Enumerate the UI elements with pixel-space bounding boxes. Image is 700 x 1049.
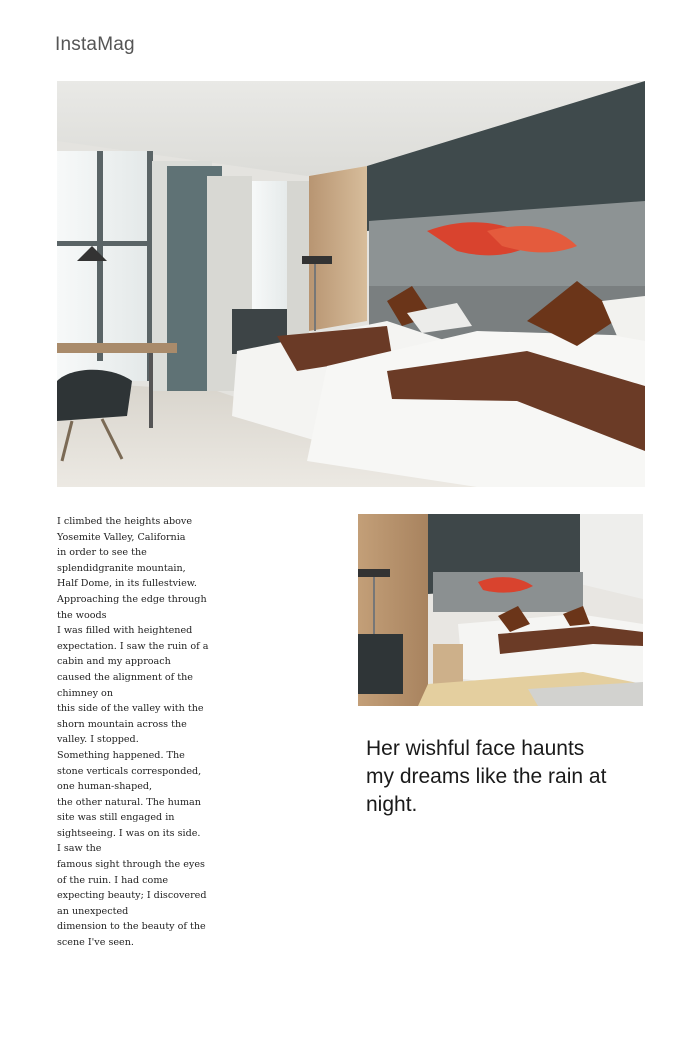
body-line: valley. I stopped. xyxy=(57,734,139,746)
body-line: one human-shaped, xyxy=(57,781,153,793)
body-line: famous sight through the eyes xyxy=(57,859,205,871)
quote-line: Her wishful face haunts xyxy=(366,737,585,760)
article-body xyxy=(57,514,237,951)
body-line: Something happened. The xyxy=(57,749,185,761)
body-line: I was filled with heightened xyxy=(57,625,193,637)
quote-line: night. xyxy=(366,793,418,816)
body-line: expecting beauty; I discovered xyxy=(57,890,207,902)
body-line: the other natural. The human xyxy=(57,796,201,808)
pull-quote xyxy=(366,735,656,819)
body-line: shorn mountain across the xyxy=(57,718,187,730)
body-line: Approaching the edge through xyxy=(57,593,207,605)
quote-line: my dreams like the rain at xyxy=(366,765,607,788)
body-line: I climbed the heights above xyxy=(57,516,193,527)
body-line: sightseeing. I was on its side. xyxy=(57,827,201,839)
body-line: chimney on xyxy=(57,687,113,699)
body-line: site was still engaged in xyxy=(57,812,175,824)
body-line: Half Dome, in its fullestview. xyxy=(57,578,197,590)
body-line: Yosemite Valley, California xyxy=(57,531,186,543)
body-line: cabin and my approach xyxy=(57,656,171,668)
body-line: expectation. I saw the ruin of a xyxy=(57,640,209,652)
body-line: caused the alignment of the xyxy=(57,671,193,683)
body-line: dimension to the beauty of the xyxy=(57,921,206,933)
body-line: the woods xyxy=(57,609,107,621)
body-line: of the ruin. I had come xyxy=(57,874,169,886)
body-line: splendidgranite mountain, xyxy=(57,562,186,574)
body-line: scene I've seen. xyxy=(57,937,134,949)
secondary-photo xyxy=(358,514,643,706)
hero-photo xyxy=(57,81,645,487)
body-line: an unexpected xyxy=(57,905,129,917)
brand-logo: InstaMag xyxy=(55,34,135,55)
body-line: stone verticals corresponded, xyxy=(57,765,202,777)
body-line: in order to see the xyxy=(57,547,147,559)
body-line: this side of the valley with the xyxy=(57,703,204,715)
body-line: I saw the xyxy=(57,843,102,855)
